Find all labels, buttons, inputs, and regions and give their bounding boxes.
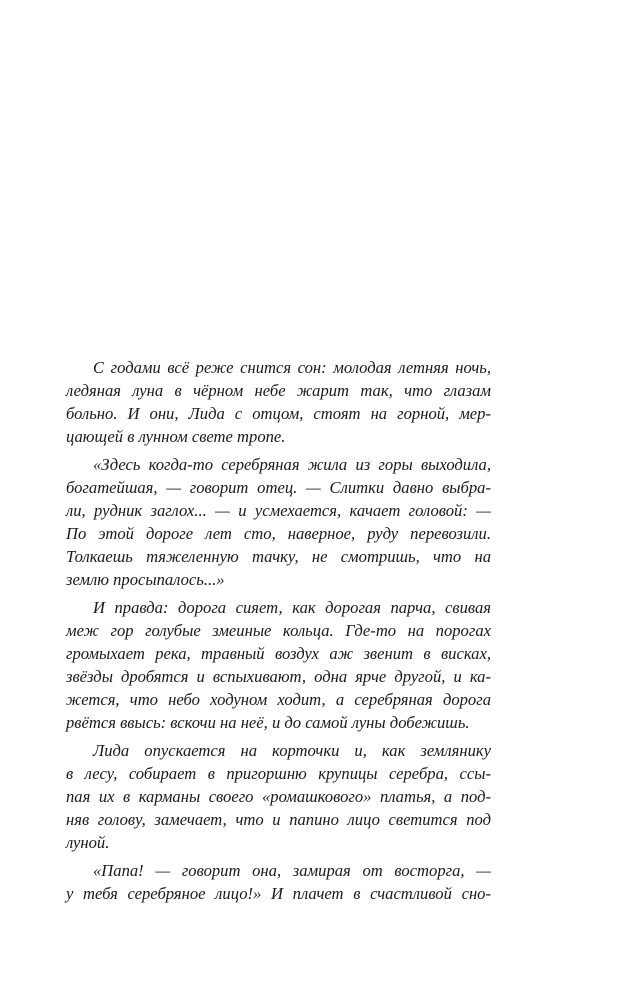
text-line: рвётся ввысь: вскочи на неё, и до самой луны добежишь. — [66, 713, 470, 733]
text-line: Лида опускается на корточки и, как землянику — [93, 740, 491, 760]
text-line: в лесу, собирает в пригоршню крупицы серебра, ссы- — [66, 763, 491, 783]
text-line: пая их в карманы своего «ромашкового» платья, а под- — [66, 786, 491, 806]
paragraph — [66, 356, 491, 448]
paragraph — [66, 859, 491, 905]
paragraph — [66, 453, 491, 592]
text-line: ледяная луна в чёрном небе жарит так, что глазам — [66, 381, 491, 401]
paragraph — [66, 596, 491, 735]
text-line: меж гор голубые змеиные кольца. Где-то на порогах — [66, 620, 491, 640]
text-line: землю просыпалось...» — [66, 570, 225, 590]
text-line: цающей в лунном свете тропе. — [66, 427, 286, 447]
text-line: у тебя серебряное лицо!» И плачет в счастливой сно- — [66, 883, 491, 903]
text-line: няв голову, замечает, что и папино лицо светится под — [66, 809, 491, 829]
text-line: С годами всё реже снится сон: молодая летняя ночь, — [93, 358, 491, 377]
text-line: По этой дороге лет сто, наверное, руду перевозили. — [66, 524, 491, 544]
text-line: ли, рудник заглох... — и усмехается, качает головой: — — [66, 500, 491, 520]
text-line: «Папа! — говорит она, замирая от восторга, — — [93, 860, 491, 880]
text-line: жется, что небо ходуном ходит, а серебряная дорога — [66, 690, 491, 710]
paragraph — [66, 739, 491, 854]
text-line: богатейшая, — говорит отец. — Слитки давно выбра- — [66, 477, 491, 497]
text-line: «Здесь когда-то серебряная жила из горы выходила, — [93, 454, 491, 474]
text-line: Толкаешь тяжеленную тачку, не смотришь, что на — [66, 547, 491, 567]
text-line: громыхает река, травный воздух аж звенит в висках, — [66, 643, 491, 663]
text-line: больно. И они, Лида с отцом, стоят на горной, мер- — [66, 404, 491, 424]
body-text — [66, 356, 491, 909]
text-line: луной. — [66, 833, 110, 853]
text-line: И правда: дорога сияет, как дорогая парча, свивая — [93, 597, 491, 617]
text-line: звёзды дробятся и вспыхивают, одна ярче другой, и ка- — [66, 667, 491, 686]
